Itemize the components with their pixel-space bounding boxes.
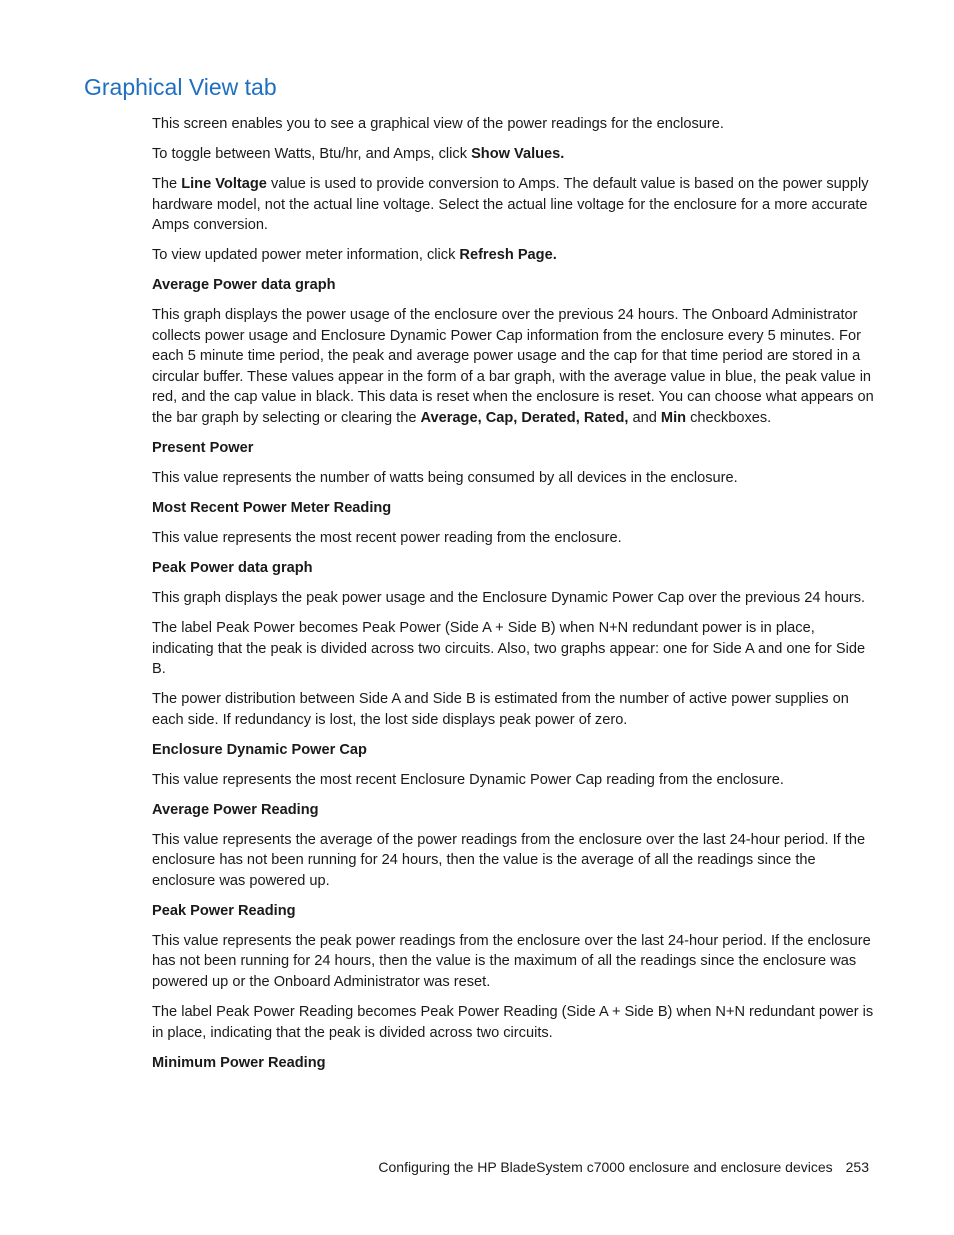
section-title: Graphical View tab [84, 74, 277, 100]
text-run: This value represents the average of the power readings from the enclosure over the last 24-hour period. If the enclosure has not been running for 24 hours, then the value is the average of all the readings since the enclosure was powered up. [152, 831, 866, 889]
paragraph [152, 830, 874, 892]
subheading [152, 498, 874, 519]
text-run: The label Peak Power Reading becomes Peak Power Reading (Side A + Side B) when N+N redundant power is in place, indicating that the peak is divided across two circuits. [152, 1004, 874, 1041]
paragraph [152, 689, 874, 730]
page-footer [378, 1157, 869, 1177]
subheading [152, 1053, 874, 1074]
bold-term: Show Values. [471, 145, 565, 162]
bold-term: Average, Cap, Derated, Rated, [420, 410, 629, 427]
paragraph [152, 144, 874, 165]
footer-text: Configuring the HP BladeSystem c7000 enclosure and enclosure devices [378, 1159, 833, 1175]
text-run: This graph displays the power usage of the enclosure over the previous 24 hours. The Onboard Administrator collects power usage and Enclosure Dynamic Power Cap information from the enclosure every 5 minutes. For each 5 minute time period, the peak and average power usage and the cap for that time period are stored in a circular buffer. These values appear in the form of a bar graph, with the average value in blue, the peak value in red, and the cap value in black. This data is reset when the enclosure is reset. You can choose what appears on the bar graph by selecting or clearing the [152, 307, 874, 427]
subheading [152, 800, 874, 821]
text-run: To toggle between Watts, Btu/hr, and Amps, click [152, 145, 472, 162]
paragraph [152, 114, 874, 135]
text-run: To view updated power meter information, click [152, 247, 460, 264]
paragraph [152, 931, 874, 993]
text-run: checkboxes. [686, 410, 772, 427]
text-run: Present Power [152, 440, 254, 457]
text-run: The [152, 175, 182, 192]
subheading [152, 901, 874, 922]
text-run: The power distribution between Side A and Side B is estimated from the number of active power supplies on each side. If redundancy is lost, the lost side displays peak power of zero. [152, 691, 849, 728]
paragraph [152, 1002, 874, 1043]
paragraph [152, 174, 874, 236]
subheading [152, 740, 874, 761]
text-run: Peak Power Reading [152, 902, 296, 919]
paragraph [152, 245, 874, 266]
text-run: The label Peak Power becomes Peak Power (Side A + Side B) when N+N redundant power is in place, indicating that the peak is divided across two circuits. Also, two graphs appear: one for Side A and one for Side B. [152, 619, 866, 678]
text-run: Minimum Power Reading [152, 1054, 326, 1071]
text-run: Average Power data graph [152, 277, 336, 294]
bold-term: Min [660, 410, 687, 427]
text-run: This value represents the most recent power reading from the enclosure. [152, 530, 622, 547]
text-run: This value represents the number of watts being consumed by all devices in the enclosure. [152, 470, 738, 487]
paragraph [152, 588, 874, 609]
bold-term: Refresh Page. [459, 247, 557, 264]
document-body [152, 114, 874, 1083]
page-number: 253 [845, 1159, 869, 1175]
text-run: Enclosure Dynamic Power Cap [152, 741, 367, 758]
paragraph [152, 468, 874, 489]
text-run: and [628, 410, 661, 427]
text-run: Most Recent Power Meter Reading [152, 500, 392, 517]
text-run: This value represents the peak power readings from the enclosure over the last 24-hour period. If the enclosure has not been running for 24 hours, then the value is the maximum of all the readings since the enclosure was powered up or the Onboard Administrator was reset. [152, 932, 871, 991]
paragraph [152, 528, 874, 549]
text-run: Average Power Reading [152, 801, 319, 818]
paragraph [152, 770, 874, 791]
paragraph [152, 305, 874, 429]
subheading [152, 438, 874, 459]
bold-term: Line Voltage [181, 175, 267, 192]
subheading [152, 275, 874, 296]
text-run: value is used to provide conversion to Amps. The default value is based on the power supply hardware model, not the actual line voltage. Select the actual line voltage for the enclosure for a more accurate Amps conversion. [152, 175, 869, 234]
text-run: This graph displays the peak power usage and the Enclosure Dynamic Power Cap over the previous 24 hours. [152, 589, 866, 606]
text-run: Peak Power data graph [152, 560, 313, 576]
text-run: This value represents the most recent Enclosure Dynamic Power Cap reading from the enclosure. [152, 771, 784, 788]
text-run: This screen enables you to see a graphical view of the power readings for the enclosure. [152, 116, 724, 132]
subheading [152, 558, 874, 579]
paragraph [152, 618, 874, 680]
